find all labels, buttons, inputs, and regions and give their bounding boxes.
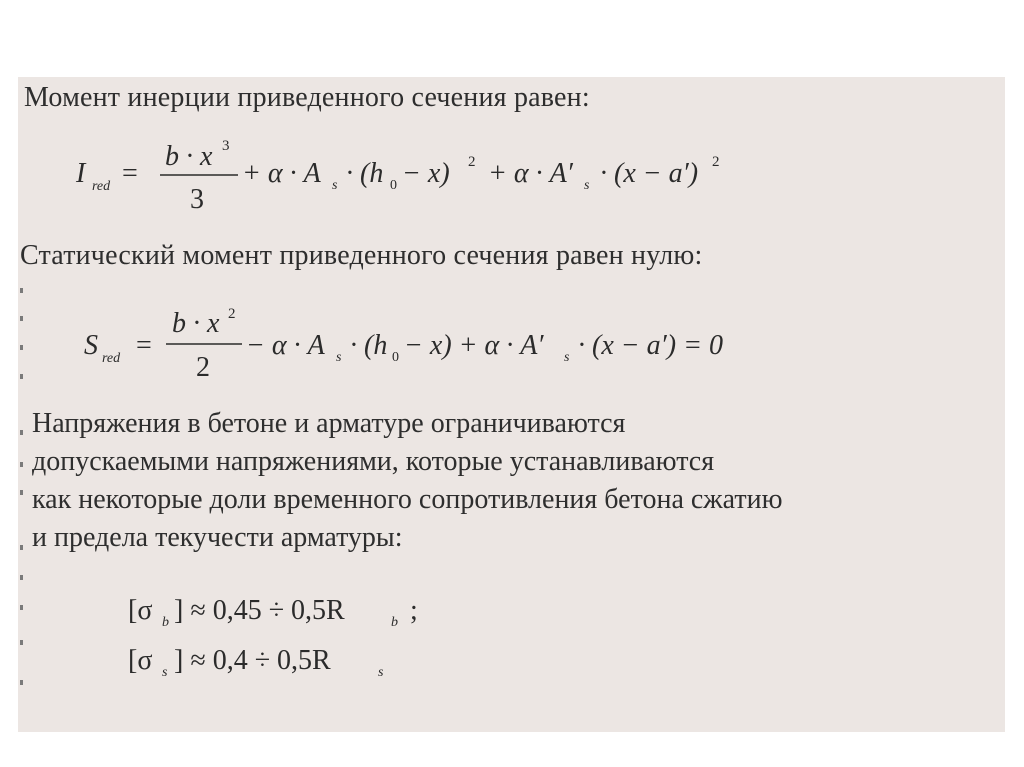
- svg-text:] ≈ 0,4 ÷ 0,5R: ] ≈ 0,4 ÷ 0,5R: [174, 645, 331, 676]
- svg-text:b: b: [391, 615, 398, 630]
- svg-text:· (h: · (h: [350, 330, 388, 361]
- formula-static-moment: [78, 302, 738, 392]
- paragraph-line: допускаемыми напряжениями, которые устанавливаются: [32, 446, 715, 477]
- svg-text:2: 2: [228, 306, 236, 322]
- formula-allowable-stress-concrete: [128, 585, 458, 635]
- svg-text:s: s: [332, 178, 338, 193]
- bullet-mark: [20, 490, 23, 495]
- formula-lhs-sub: red: [92, 179, 111, 194]
- svg-text:· (x − a′): · (x − a′): [600, 158, 699, 189]
- svg-text:· (x − a′) = 0: · (x − a′) = 0: [578, 330, 723, 361]
- svg-text:s: s: [162, 665, 168, 680]
- svg-text:;: ;: [410, 595, 418, 626]
- formula-moment-of-inertia: [70, 130, 770, 220]
- svg-text:s: s: [584, 178, 590, 193]
- bullet-mark: [20, 430, 23, 435]
- svg-text:2: 2: [468, 154, 476, 170]
- bullet-mark: [20, 545, 23, 550]
- bullet-mark: [20, 374, 23, 379]
- bullet-mark: [20, 640, 23, 645]
- formula-allowable-stress-rebar: [128, 635, 458, 685]
- svg-text:− α · A: − α · A: [246, 330, 325, 361]
- svg-text:red: red: [102, 351, 121, 366]
- fraction-denominator: 3: [190, 184, 204, 215]
- bullet-mark: [20, 575, 23, 580]
- formula-lhs: I: [76, 158, 86, 189]
- svg-text:− x): − x): [402, 158, 450, 189]
- svg-text:] ≈ 0,45 ÷ 0,5R: ] ≈ 0,45 ÷ 0,5R: [174, 595, 345, 626]
- svg-text:b: b: [162, 615, 169, 630]
- bullet-mark: [20, 462, 23, 467]
- fraction-numerator: b · x: [165, 141, 213, 172]
- svg-text:s: s: [336, 350, 342, 365]
- svg-text:s: s: [378, 665, 384, 680]
- bullet-mark: [20, 345, 23, 350]
- svg-text:[σ: [σ: [128, 595, 153, 626]
- svg-text:+ α · A′: + α · A′: [488, 158, 573, 189]
- svg-text:+ α · A: + α · A: [242, 158, 321, 189]
- svg-text:b · x: b · x: [172, 308, 220, 339]
- svg-text:− x) + α · A′: − x) + α · A′: [404, 330, 544, 361]
- svg-text:=: =: [122, 158, 138, 189]
- svg-text:· (h: · (h: [346, 158, 384, 189]
- svg-text:[σ: [σ: [128, 645, 153, 676]
- bullet-mark: [20, 680, 23, 685]
- bullet-mark: [20, 316, 23, 321]
- paragraph-line: Напряжения в бетоне и арматуре ограничиваются: [32, 408, 626, 439]
- stress-limits-paragraph: [32, 405, 783, 557]
- svg-text:2: 2: [196, 352, 210, 383]
- heading-moment-of-inertia: Момент инерции приведенного сечения равен:: [24, 82, 590, 113]
- bullet-mark: [20, 288, 23, 293]
- svg-text:0: 0: [390, 178, 397, 193]
- svg-text:2: 2: [712, 154, 720, 170]
- paragraph-line: и предела текучести арматуры:: [32, 522, 403, 553]
- paragraph-line: как некоторые доли временного сопротивления бетона сжатию: [32, 484, 783, 515]
- svg-text:s: s: [564, 350, 570, 365]
- svg-text:0: 0: [392, 350, 399, 365]
- bullet-mark: [20, 605, 23, 610]
- svg-text:=: =: [136, 330, 152, 361]
- svg-text:S: S: [84, 330, 98, 361]
- heading-static-moment: Статический момент приведенного сечения равен нулю:: [20, 240, 703, 271]
- fraction-numerator-exp: 3: [222, 138, 230, 154]
